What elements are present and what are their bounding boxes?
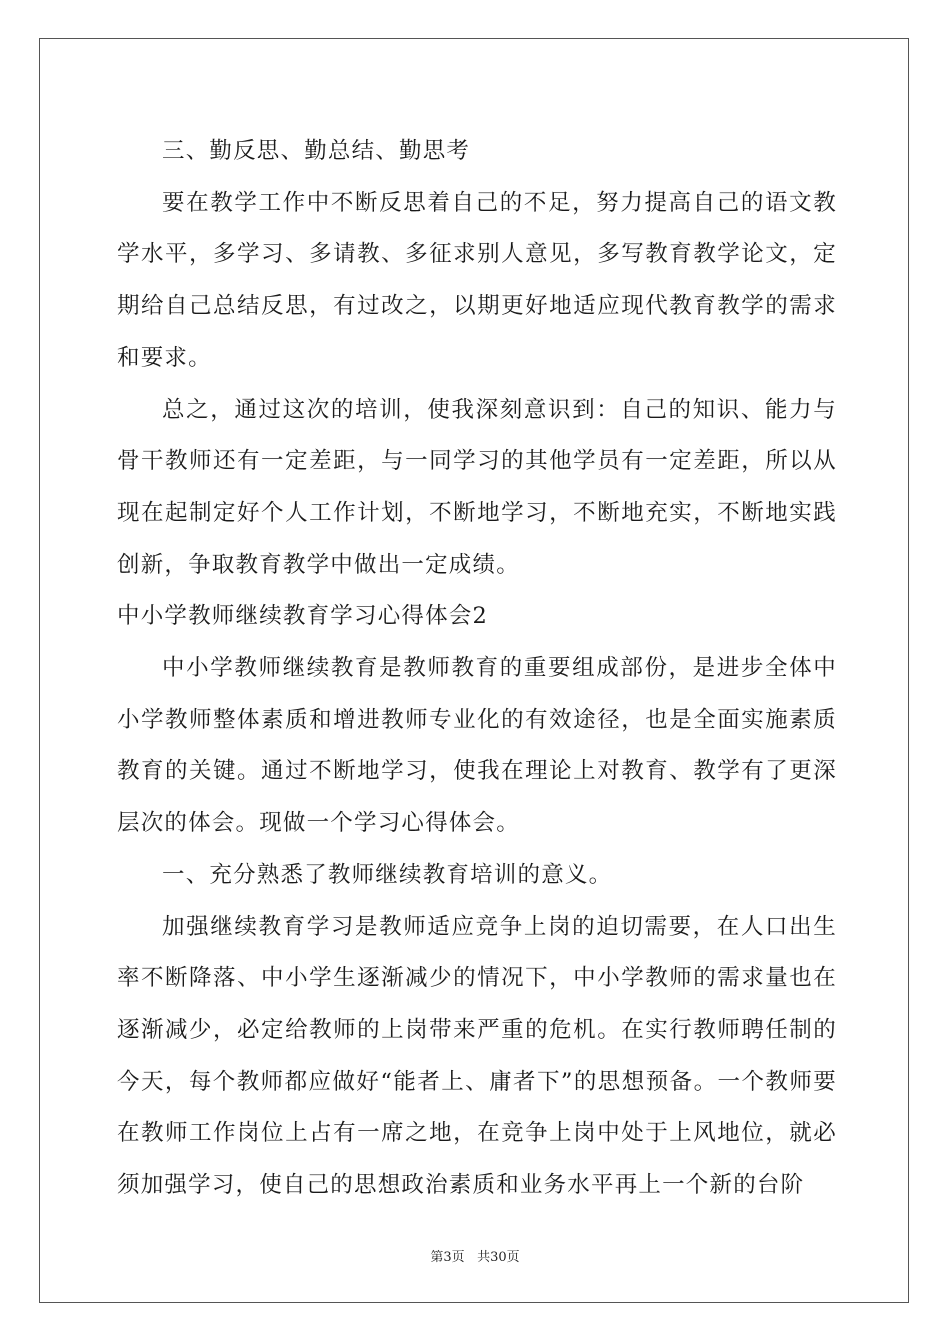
section-heading-one: 一、充分熟悉了教师继续教育培训的意义。 [162,861,613,888]
article-title: 中小学教师继续教育学习心得体会2 [117,603,489,630]
section-heading-three: 三、勤反思、勤总结、勤思考 [162,138,471,164]
page-footer [0,1250,950,1266]
body-paragraph: 中小学教师继续教育是教师教育的重要组成部份，是进步全体中小学教师整体素质和增进教师专业化的有效途径，也是全面实施素质教育的关键。通过不断地学习，使我在理论上对教育、教学有了更深层次的体会。现做一个学习心得体会。 [117,655,837,837]
body-paragraph: 要在教学工作中不断反思着自己的不足，努力提高自己的语文教学水平，多学习、多请教、多征求别人意见，多写教育教学论文，定期给自己总结反思，有过改之，以期更好地适应现代教育教学的需求和要求。 [117,189,837,371]
document-body [117,126,837,1212]
body-paragraph: 加强继续教育学习是教师适应竞争上岗的迫切需要，在人口出生率不断降落、中小学生逐渐减少的情况下，中小学教师的需求量也在逐渐减少，必定给教师的上岗带来严重的危机。在实行教师聘任制的今天，每个教师都应做好“能者上、庸者下”的思想预备。一个教师要在教师工作岗位上占有一席之地，在竞争上岗中处于上风地位，就必须加强学习，使自己的思想政治素质和业务水平再上一个新的台阶 [117,913,837,1199]
body-paragraph: 总之，通过这次的培训，使我深刻意识到：自己的知识、能力与骨干教师还有一定差距，与一同学习的其他学员有一定差距，所以从现在起制定好个人工作计划，不断地学习，不断地充实，不断地实践创新，争取教育教学中做出一定成绩。 [117,396,837,578]
page-number: 第3页 [430,1250,465,1265]
page-total: 共30页 [477,1250,520,1265]
